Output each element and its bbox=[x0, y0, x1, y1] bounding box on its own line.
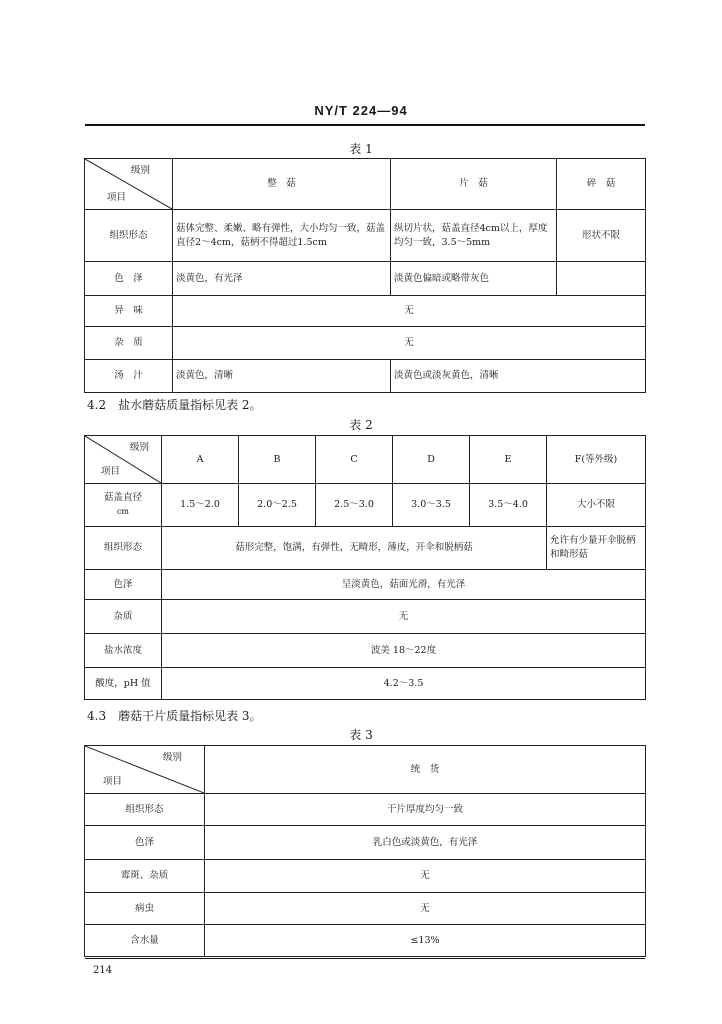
table2-cell: 4.2～3.5 bbox=[162, 668, 646, 700]
table3-row-label: 组织形态 bbox=[85, 794, 205, 826]
table2-diameter-label bbox=[85, 484, 162, 527]
table2-corner-item: 项目 bbox=[101, 466, 121, 477]
table2-col-e: E bbox=[470, 436, 547, 484]
table3-cell: 无 bbox=[205, 893, 646, 925]
table1-col-slice: 片 菇 bbox=[391, 159, 557, 210]
table1-cell: 淡黄色，清晰 bbox=[173, 360, 391, 393]
table-1 bbox=[84, 158, 646, 393]
table1-cell: 形状不限 bbox=[557, 210, 646, 262]
table2-cell: 1.5～2.0 bbox=[162, 484, 239, 527]
table1-row-label: 色 泽 bbox=[85, 262, 173, 296]
table1-cell: 无 bbox=[173, 296, 646, 327]
table1-corner-grade: 级别 bbox=[130, 165, 150, 176]
table1-row-label: 汤 汁 bbox=[85, 360, 173, 393]
table2-cell: 2.0～2.5 bbox=[239, 484, 316, 527]
section-4-2: 4.2 盐水蘑菇质量指标见表 2。 bbox=[87, 398, 262, 412]
table2-row-label: 酸度，pH 值 bbox=[85, 668, 162, 700]
table2-cell: 波美 18～22度 bbox=[162, 634, 646, 668]
table2-cell: 3.5～4.0 bbox=[470, 484, 547, 527]
table1-row-label: 杂 质 bbox=[85, 327, 173, 360]
table1-row-label: 异 味 bbox=[85, 296, 173, 327]
footer-rule bbox=[85, 958, 645, 959]
table3-corner-grade: 级别 bbox=[162, 752, 182, 763]
table1-corner-item: 项目 bbox=[107, 192, 127, 203]
table1-cell: 无 bbox=[173, 327, 646, 360]
section-4-3: 4.3 蘑菇干片质量指标见表 3。 bbox=[87, 709, 262, 723]
table3-cell: ≤13% bbox=[205, 925, 646, 957]
table3-corner-item: 项目 bbox=[103, 776, 123, 787]
table1-cell: 纵切片状，菇盖直径4cm以上，厚度均匀一致，3.5～5mm bbox=[391, 210, 557, 262]
table2-col-d: D bbox=[393, 436, 470, 484]
table1-corner-cell bbox=[85, 159, 173, 210]
table1-cell: 淡黄色，有光泽 bbox=[173, 262, 391, 296]
table3-row-label: 含水量 bbox=[85, 925, 205, 957]
table1-cell: 菇体完整、柔嫩、略有弹性，大小均匀一致，菇盖直径2～4cm，菇柄不得超过1.5cm bbox=[173, 210, 391, 262]
table2-cell: 无 bbox=[162, 600, 646, 634]
table2-row-label: 杂质 bbox=[85, 600, 162, 634]
header-rule bbox=[85, 124, 645, 126]
table2-col-f: F(等外级) bbox=[547, 436, 646, 484]
table2-corner-cell bbox=[85, 436, 162, 484]
table1-cell: 淡黄色或淡灰黄色，清晰 bbox=[391, 360, 646, 393]
document-code: NY/T 224—94 bbox=[314, 103, 408, 118]
table2-cell: 2.5～3.0 bbox=[316, 484, 393, 527]
table1-cell bbox=[557, 262, 646, 296]
table2-cell: 3.0～3.5 bbox=[393, 484, 470, 527]
table1-caption: 表 1 bbox=[349, 142, 373, 156]
table-2 bbox=[84, 435, 646, 700]
table2-caption: 表 2 bbox=[349, 418, 373, 432]
table3-cell: 干片厚度均匀一致 bbox=[205, 794, 646, 826]
table3-corner-cell bbox=[85, 746, 205, 794]
table3-cell: 乳白色或淡黄色，有光泽 bbox=[205, 826, 646, 860]
table2-row-label: 组织形态 bbox=[85, 527, 162, 570]
table3-caption: 表 3 bbox=[349, 728, 373, 742]
table1-row-label: 组织形态 bbox=[85, 210, 173, 262]
table2-cell: 允许有少量开伞脱柄和畸形菇 bbox=[547, 527, 646, 570]
table2-cell: 呈淡黄色，菇面光滑，有光泽 bbox=[162, 570, 646, 600]
table3-row-label: 色泽 bbox=[85, 826, 205, 860]
table2-col-b: B bbox=[239, 436, 316, 484]
table2-diameter-unit: cm bbox=[116, 507, 130, 516]
table1-col-whole: 整 菇 bbox=[173, 159, 391, 210]
table2-row-label: 色泽 bbox=[85, 570, 162, 600]
table3-cell: 无 bbox=[205, 860, 646, 893]
table2-cell: 大小不限 bbox=[547, 484, 646, 527]
page-number: 214 bbox=[93, 965, 113, 976]
table-3 bbox=[84, 745, 646, 957]
table3-col-bulk: 统 货 bbox=[205, 746, 646, 794]
table2-row-label: 盐水浓度 bbox=[85, 634, 162, 668]
table2-col-c: C bbox=[316, 436, 393, 484]
table2-corner-grade: 级别 bbox=[129, 442, 149, 453]
table3-row-label: 病虫 bbox=[85, 893, 205, 925]
table1-cell: 淡黄色偏暗或略带灰色 bbox=[391, 262, 557, 296]
table2-cell: 菇形完整，饱满，有弹性，无畸形，薄皮，开伞和脱柄菇 bbox=[162, 527, 547, 570]
table3-row-label: 霉斑、杂质 bbox=[85, 860, 205, 893]
table2-col-a: A bbox=[162, 436, 239, 484]
table1-col-broken: 碎 菇 bbox=[557, 159, 646, 210]
table2-diameter-label-text: 菇盖直径 bbox=[103, 492, 142, 503]
